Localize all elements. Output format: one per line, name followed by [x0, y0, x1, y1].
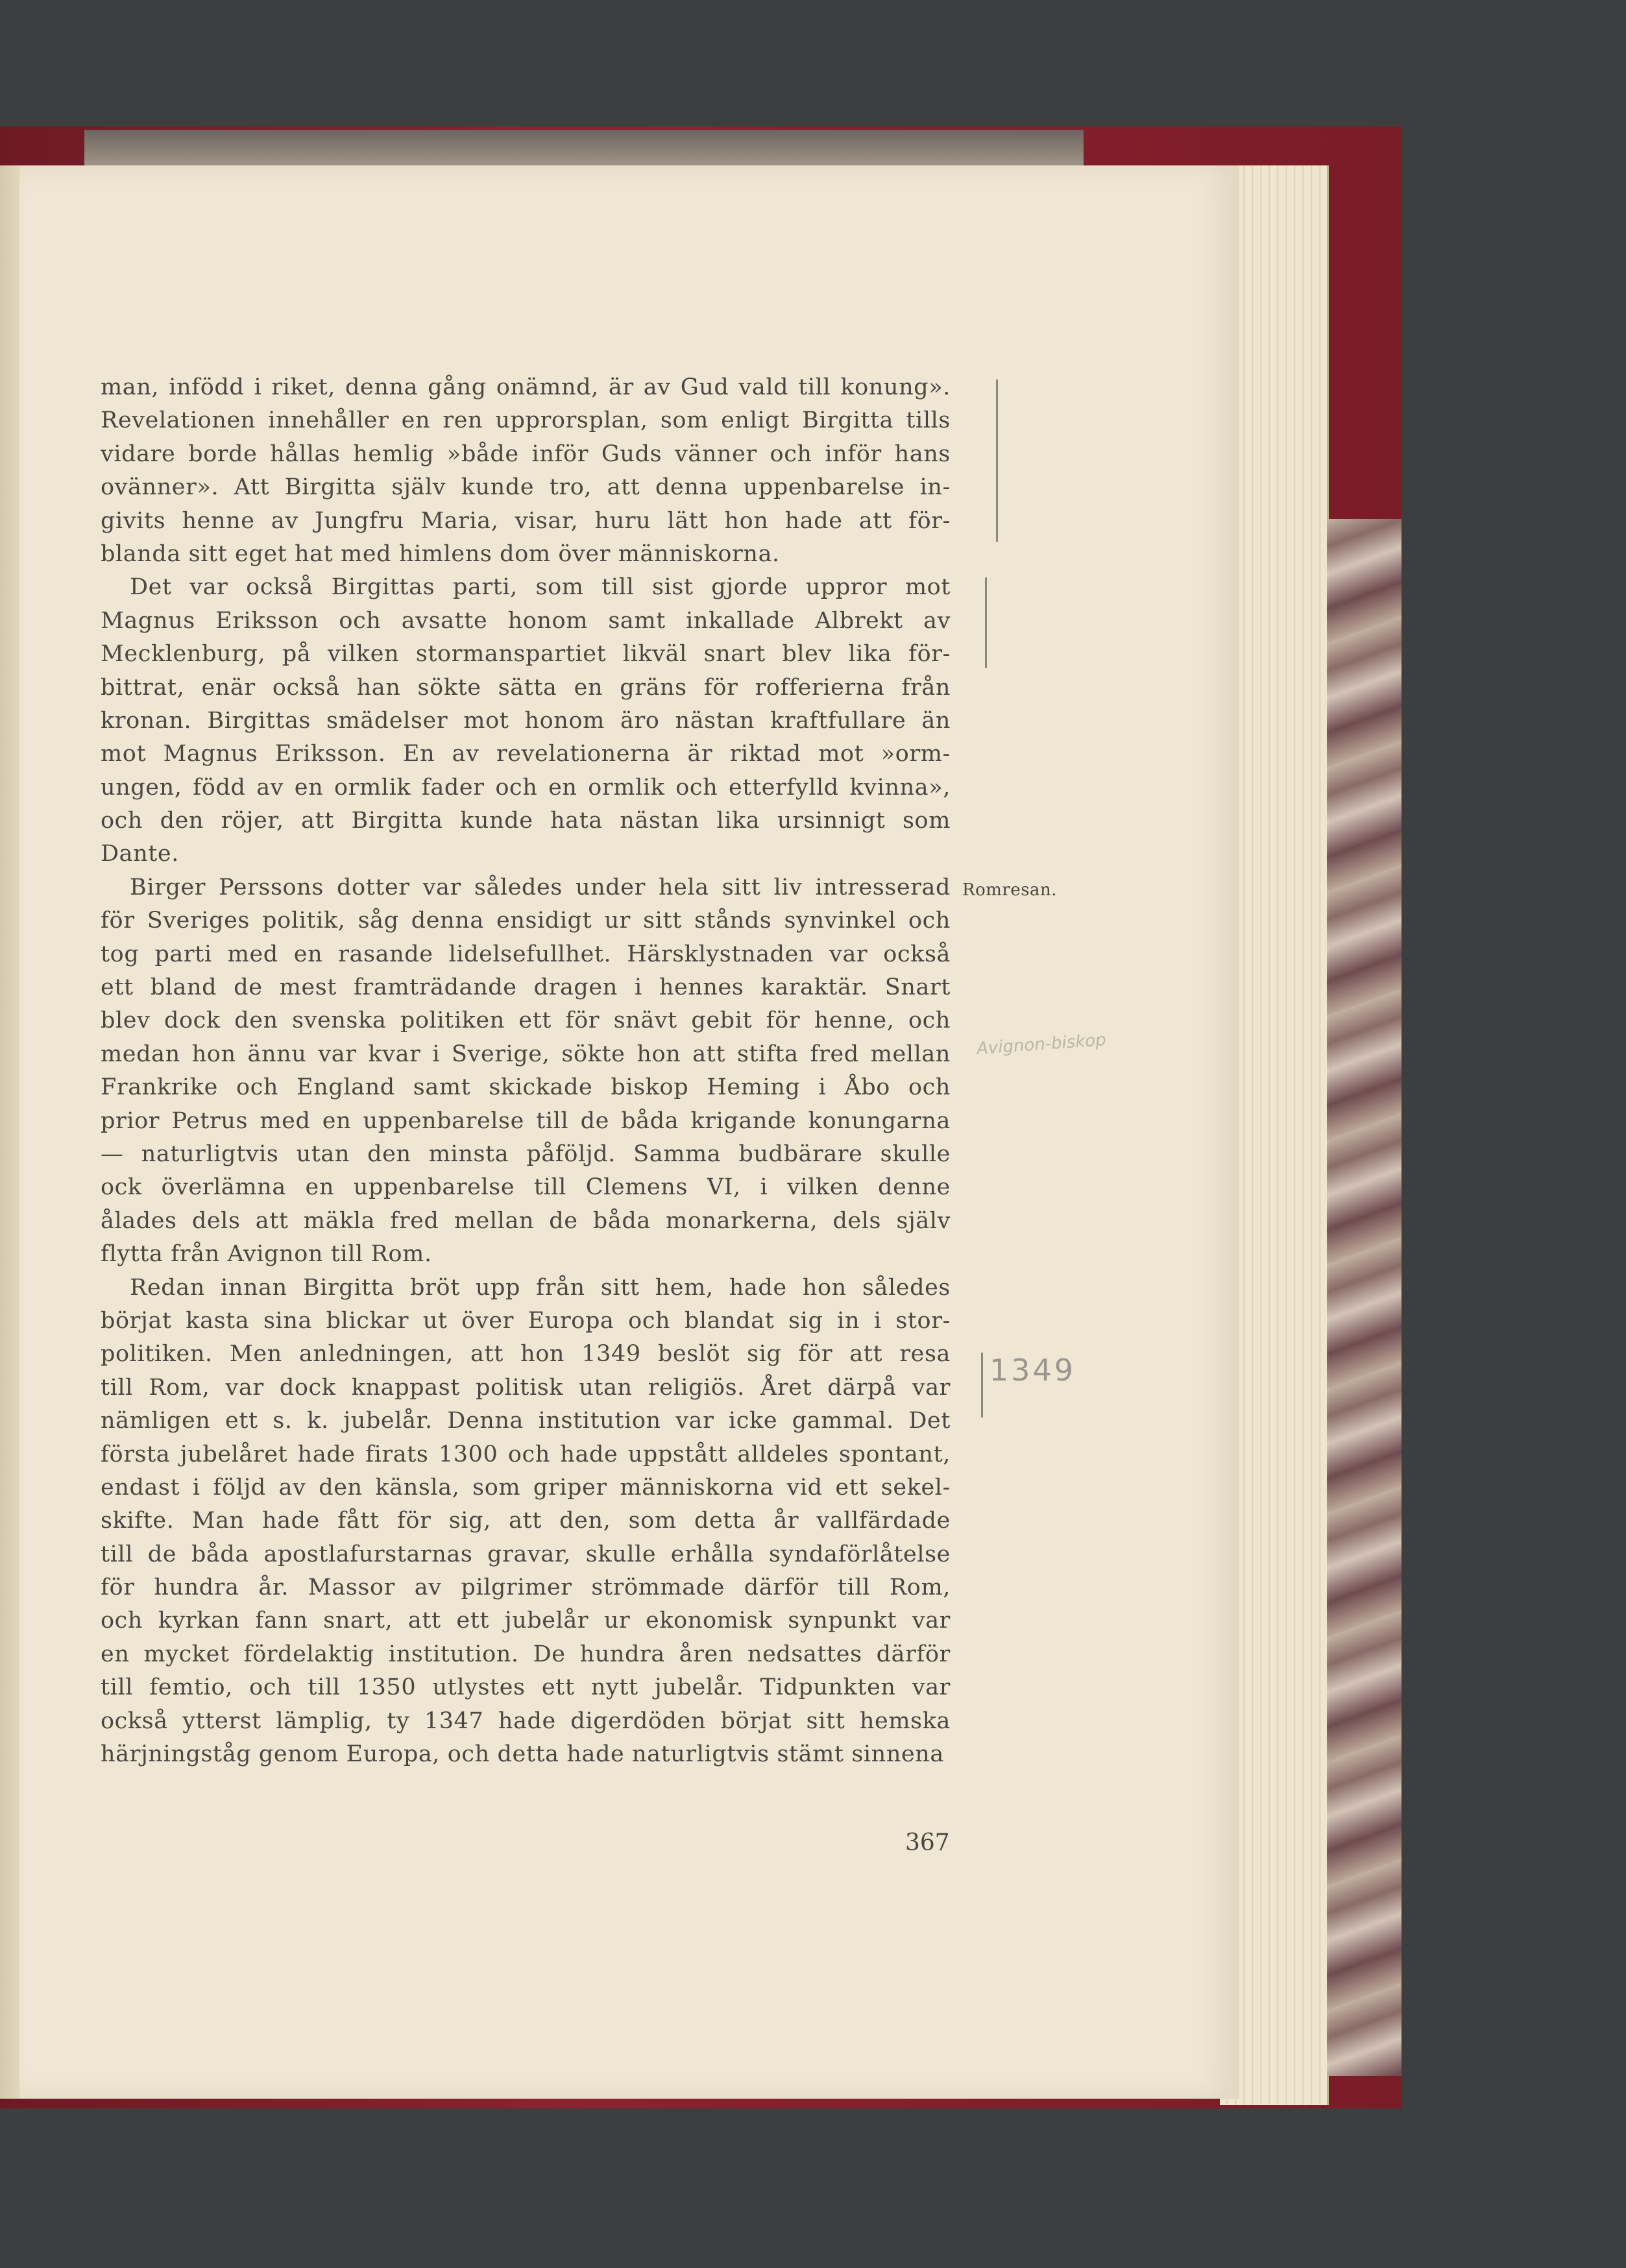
text-line: Det var också Birgittas parti, som till sist gjorde uppror mot: [130, 574, 951, 601]
text-line: politiken. Men anledningen, att hon 1349 beslöt sig för att resa: [101, 1341, 951, 1368]
text-line: endast i följd av den känsla, som griper människorna vid ett sekel-: [101, 1474, 951, 1501]
text-line: tog parti med en rasande lidelsefullhet. Härsklystnaden var också: [101, 941, 951, 967]
text-line: Magnus Eriksson och avsatte honom samt inkallade Albrekt av: [101, 607, 951, 634]
pencil-bar-1: [996, 380, 998, 542]
text-line: ock överlämna en uppenbarelse till Clemens VI, i vilken denne: [101, 1174, 951, 1201]
body-text: [101, 371, 951, 1771]
margin-note: Romresan.: [962, 880, 1058, 900]
text-line: också ytterst lämplig, ty 1347 hade digerdöden börjat sitt hemska: [101, 1707, 951, 1734]
text-line: ungen, född av en ormlik fader och en ormlik och etterfylld kvinna»,: [101, 774, 951, 801]
text-line: Dante.: [101, 841, 179, 867]
text-line: för Sveriges politik, såg denna ensidigt ur sitt stånds synvinkel och: [101, 908, 951, 934]
pencil-bar-3: [981, 1353, 983, 1418]
text-line: och den röjer, att Birgitta kunde hata nästan lika ursinnigt som: [101, 808, 951, 834]
text-line: härjningståg genom Europa, och detta hade naturligtvis stämt sinnena: [101, 1741, 944, 1768]
text-line: börjat kasta sina blickar ut över Europa och blandat sig in i stor-: [101, 1307, 951, 1334]
text-line: Frankrike och England samt skickade biskop Heming i Åbo och: [101, 1074, 951, 1101]
text-line: för hundra år. Massor av pilgrimer strömmade därför till Rom,: [101, 1574, 951, 1601]
text-line: Birger Perssons dotter var således under hela sitt liv intresserad: [130, 874, 951, 900]
text-line: till Rom, var dock knappast politisk utan religiös. Året därpå var: [101, 1374, 951, 1401]
text-line: vidare borde hållas hemlig »både inför Guds vänner och inför hans: [101, 440, 951, 467]
text-line: ovänner». Att Birgitta själv kunde tro, att denna uppenbarelse in-: [101, 474, 951, 501]
text-line: till femtio, och till 1350 utlystes ett nytt jubelår. Tidpunkten var: [101, 1674, 951, 1701]
page-number: 367: [905, 1829, 950, 1856]
marbled-endpaper: [1327, 519, 1402, 2076]
text-line: prior Petrus med en uppenbarelse till de båda krigande konungarna: [101, 1107, 951, 1134]
text-line: kronan. Birgittas smädelser mot honom äro nästan kraftfullare än: [101, 707, 951, 734]
text-line: man, infödd i riket, denna gång onämnd, är av Gud vald till konung».: [101, 374, 951, 400]
text-line: skifte. Man hade fått för sig, att den, som detta år vallfärdade: [101, 1508, 951, 1534]
text-line: till de båda apostlafurstarnas gravar, skulle erhålla syndaförlåtelse: [101, 1541, 951, 1567]
text-line: — naturligtvis utan den minsta påföljd. Samma budbärare skulle: [101, 1140, 951, 1167]
pencil-annotation-1349: 1349: [989, 1353, 1076, 1388]
text-line: första jubelåret hade firats 1300 och hade uppstått alldeles spontant,: [101, 1441, 951, 1467]
text-line: ett bland de mest framträdande dragen i hennes karaktär. Snart: [101, 974, 951, 1001]
text-line: blanda sitt eget hat med himlens dom över människorna.: [101, 540, 780, 567]
text-line: ålades dels att mäkla fred mellan de båda monarkerna, dels själv: [101, 1207, 951, 1234]
text-line: Mecklenburg, på vilken stormanspartiet likväl snart blev lika för-: [101, 641, 951, 668]
text-line: nämligen ett s. k. jubelår. Denna institution var icke gammal. Det: [101, 1408, 951, 1434]
text-line: blev dock den svenska politiken ett för snävt gebit för henne, och: [101, 1007, 951, 1034]
text-line: och kyrkan fann snart, att ett jubelår ur ekonomisk synpunkt var: [101, 1608, 951, 1634]
text-line: bittrat, enär också han sökte sätta en gräns för rofferierna från: [101, 674, 951, 701]
text-line: Redan innan Birgitta bröt upp från sitt hem, hade hon således: [130, 1274, 951, 1301]
text-line: mot Magnus Eriksson. En av revelationerna är riktad mot »orm-: [101, 741, 951, 767]
pencil-annotation-scribble: Avignon-biskop: [976, 1030, 1107, 1059]
text-line: Revelationen innehåller en ren upprorsplan, som enligt Birgitta tills: [101, 407, 951, 434]
text-line: en mycket fördelaktig institution. De hundra åren nedsattes därför: [101, 1641, 951, 1667]
text-line: medan hon ännu var kvar i Sverige, sökte hon att stifta fred mellan: [101, 1041, 951, 1067]
text-line: givits henne av Jungfru Maria, visar, huru lätt hon hade att för-: [101, 507, 951, 534]
pencil-bar-2: [985, 577, 987, 668]
text-line: flytta från Avignon till Rom.: [101, 1241, 432, 1268]
